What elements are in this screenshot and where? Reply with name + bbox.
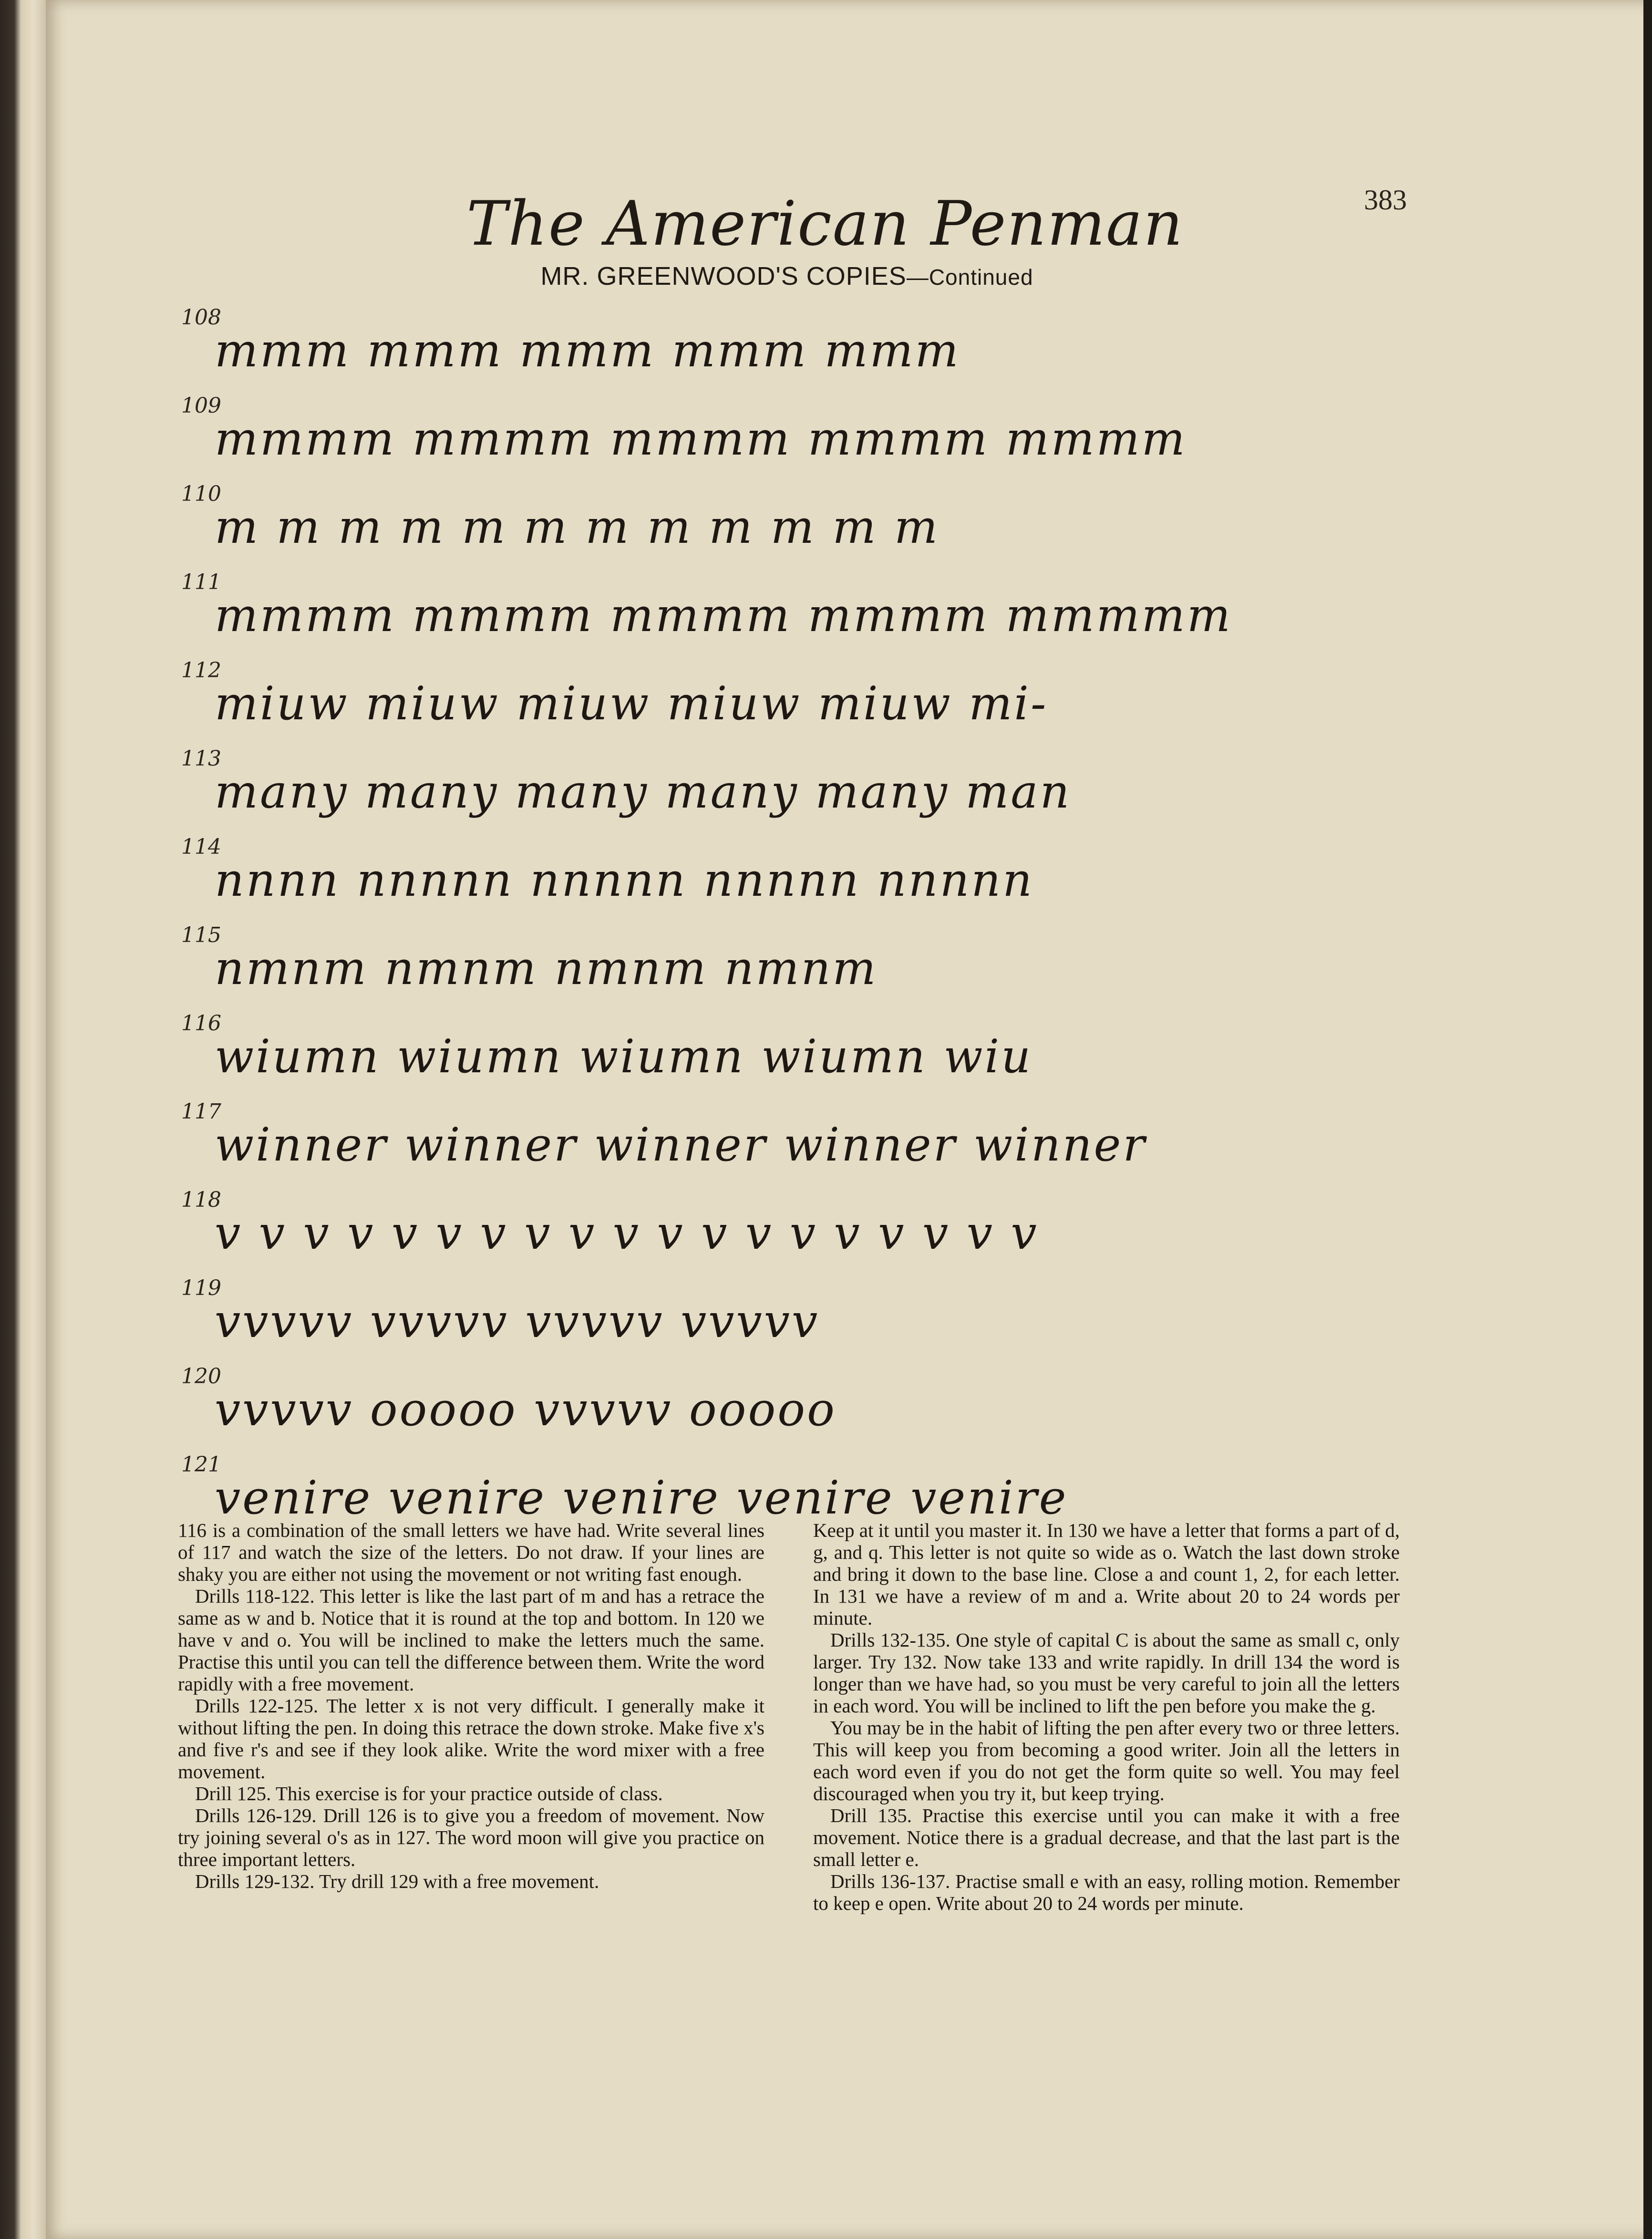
copy-script: vvvvv ooooo vvvvv ooooo xyxy=(215,1383,836,1436)
copy-line xyxy=(172,835,1440,925)
copy-line xyxy=(172,923,1440,1014)
paragraph: Keep at it until you master it. In 130 we have a letter that forms a part of d, g, and q. This letter is not quite so wide as o. Watch the last down stroke and bring it down to the base line. Close a and count 1, 2, for each letter. In 131 we have a review of m and a. Write about 20 to 24 words per minute. xyxy=(813,1519,1400,1629)
copy-script: miuw miuw miuw miuw miuw mi- xyxy=(215,677,1048,730)
copy-number: 112 xyxy=(181,658,221,683)
masthead xyxy=(439,172,1211,267)
copy-number: 111 xyxy=(181,570,221,594)
masthead-title: The American Penman xyxy=(466,188,1184,259)
paragraph: Drills 132-135. One style of capital C is about the same as small c, only larger. Try 132. Now take 133 and write rapidly. In drill 134 the word is longer than we have had, so you must be very careful to join all the letters in each word. You will be inclined to lift the pen before you make the g. xyxy=(813,1629,1400,1717)
copy-script: mmm mmm mmm mmm mmm xyxy=(215,324,960,377)
background-edge xyxy=(1643,0,1652,2239)
copy-number: 115 xyxy=(181,923,221,947)
paragraph: You may be in the habit of lifting the pen after every two or three letters. This will keep you from becoming a good writer. Join all the letters in each word even if you do not get the form quite so well. You may feel discouraged when you try it, but keep trying. xyxy=(813,1717,1400,1804)
section-heading-suffix: —Continued xyxy=(906,265,1033,290)
copy-script: winner winner winner winner winner xyxy=(215,1118,1147,1171)
copy-script: many many many many many man xyxy=(215,765,1072,819)
copy-script: mmmm mmmm mmmm mmmm mmmmm xyxy=(215,589,1232,642)
copy-number: 108 xyxy=(181,305,221,330)
paragraph: Drills 126-129. Drill 126 is to give you a freedom of movement. Now try joining several o's as in 127. The word moon will give you practice on three important letters. xyxy=(178,1804,764,1870)
paragraph: Drills 122-125. The letter x is not very difficult. I generally make it without lifting the pen. In doing this retrace the down stroke. Make five x's and five r's and see if they look alike. Write the word mixer with a free movement. xyxy=(178,1695,764,1783)
copy-line xyxy=(172,305,1440,396)
copy-number: 117 xyxy=(181,1099,221,1124)
paragraph: Drills 136-137. Practise small e with an easy, rolling motion. Remember to keep e open. Write about 20 to 24 words per minute. xyxy=(813,1870,1400,1914)
copy-line xyxy=(172,570,1440,661)
section-heading xyxy=(429,261,1145,291)
copy-script: venire venire venire venire venire xyxy=(215,1471,1068,1524)
copy-number: 119 xyxy=(181,1276,221,1300)
copy-number: 121 xyxy=(181,1452,221,1477)
paragraph: Drill 125. This exercise is for your practice outside of class. xyxy=(195,1783,663,1804)
copy-line xyxy=(172,658,1440,749)
paragraph: Drills 118-122. This letter is like the last part of m and has a retrace the same as w and b. Notice that it is round at the top and bottom. In 120 we have v and o. You will be inclined to make the letters much the same. Practise this until you can tell the difference between them. Write the word rapidly with a free movement. xyxy=(178,1585,764,1695)
instructions-left-column xyxy=(178,1519,764,1892)
copy-script: nmnm nmnm nmnm nmnm xyxy=(215,942,878,995)
paragraph: 116 is a combination of the small letters we have had. Write several lines of 117 and watch the size of the letters. Do not draw. If your lines are shaky you are either not using the movement or not writing fast enough. xyxy=(178,1519,764,1585)
copy-line xyxy=(172,1099,1440,1190)
page-number: 383 xyxy=(1364,184,1407,216)
copy-script: nnnn nnnnn nnnnn nnnnn nnnnn xyxy=(215,853,1034,907)
copy-number: 116 xyxy=(181,1011,221,1036)
copy-script: v v v v v v v v v v v v v v v v v v v xyxy=(215,1206,1039,1260)
copy-line xyxy=(172,1188,1440,1278)
copy-line xyxy=(172,746,1440,837)
copy-number: 120 xyxy=(181,1364,221,1389)
section-heading-title: MR. GREENWOOD'S COPIES xyxy=(540,262,907,290)
instructions-right-column xyxy=(813,1519,1400,1914)
copy-number: 109 xyxy=(181,394,221,418)
paragraph: Drills 129-132. Try drill 129 with a free movement. xyxy=(195,1870,599,1892)
copy-line xyxy=(172,1011,1440,1102)
copy-line xyxy=(172,394,1440,484)
copy-script: wiumn wiumn wiumn wiumn wiu xyxy=(215,1030,1033,1083)
copy-line xyxy=(172,1364,1440,1455)
copy-number: 114 xyxy=(181,835,221,859)
copy-number: 110 xyxy=(181,482,221,506)
copy-script: mmmm mmmm mmmm mmmm mmmm xyxy=(215,412,1187,466)
copy-script: vvvvv vvvvv vvvvv vvvvv xyxy=(215,1295,820,1348)
copy-line xyxy=(172,1276,1440,1367)
adjacent-page-edge xyxy=(0,0,46,2239)
copy-line xyxy=(172,482,1440,572)
paragraph: Drill 135. Practise this exercise until you can make it with a free movement. Notice there is a gradual decrease, and that the last part is the small letter e. xyxy=(813,1804,1400,1870)
penmanship-copies xyxy=(172,305,1440,1536)
copy-script: m m m m m m m m m m m m xyxy=(215,500,940,554)
copy-number: 118 xyxy=(181,1188,221,1212)
copy-number: 113 xyxy=(181,746,221,771)
